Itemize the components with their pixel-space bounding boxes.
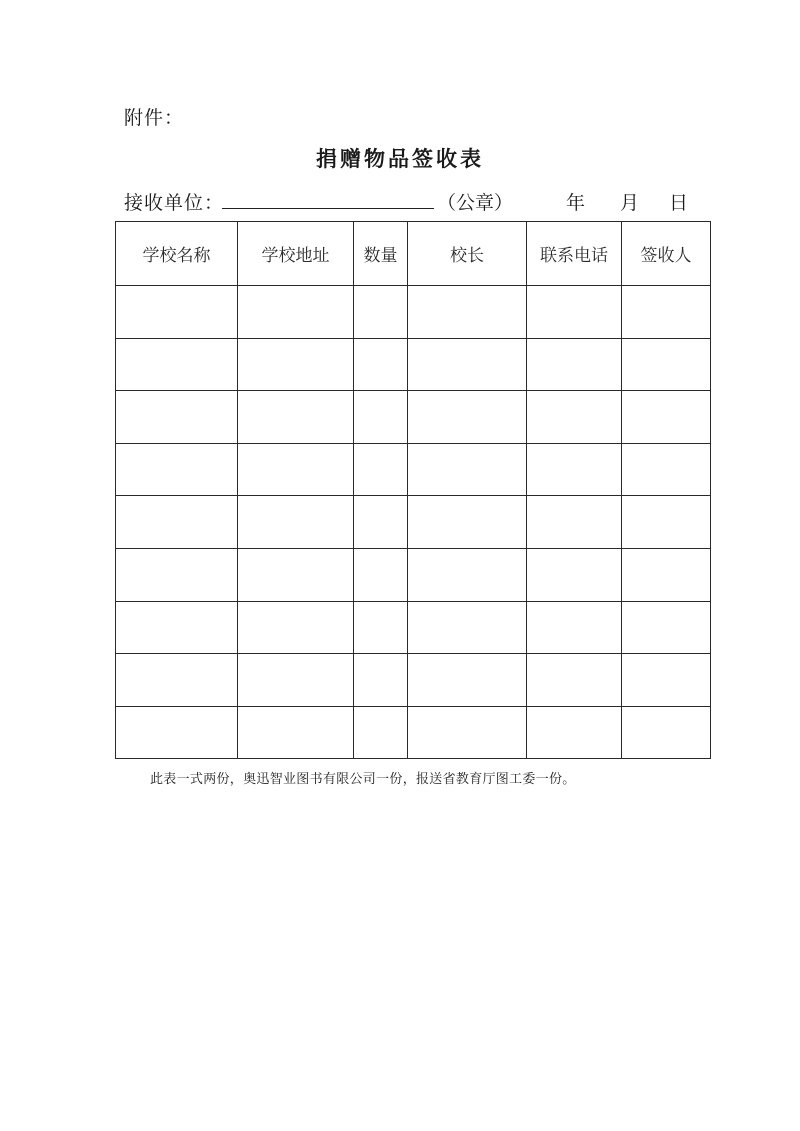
table-cell[interactable]: [354, 601, 408, 654]
column-header-quantity: 数量: [354, 222, 408, 286]
receiver-blank-field[interactable]: [222, 188, 434, 209]
table-cell[interactable]: [116, 706, 238, 759]
page-title: 捐赠物品签收表: [316, 147, 484, 171]
table-cell[interactable]: [527, 706, 622, 759]
sign-table: [115, 221, 711, 759]
column-header-school-name: 学校名称: [116, 222, 238, 286]
table-cell[interactable]: [238, 443, 354, 496]
table-cell[interactable]: [116, 391, 238, 444]
table-cell[interactable]: [622, 706, 711, 759]
table-cell[interactable]: [408, 654, 527, 707]
table-cell[interactable]: [354, 654, 408, 707]
table-cell[interactable]: [354, 286, 408, 339]
day-label: 日: [669, 192, 689, 214]
receiver-line: [124, 188, 714, 214]
table-cell[interactable]: [116, 338, 238, 391]
table-row: [116, 706, 711, 759]
table-cell[interactable]: [527, 601, 622, 654]
table-cell[interactable]: [622, 286, 711, 339]
table-cell[interactable]: [116, 601, 238, 654]
table-cell[interactable]: [116, 443, 238, 496]
seal-label: （公章）: [437, 192, 514, 214]
column-header-principal: 校长: [408, 222, 527, 286]
table-cell[interactable]: [408, 443, 527, 496]
table-header-row: [116, 222, 711, 286]
month-label: 月: [620, 192, 640, 214]
column-header-signer: 签收人: [622, 222, 711, 286]
table-cell[interactable]: [238, 706, 354, 759]
attachment-label: 附件：: [124, 107, 185, 129]
table-row: [116, 601, 711, 654]
column-header-school-address: 学校地址: [238, 222, 354, 286]
table-cell[interactable]: [527, 443, 622, 496]
table-cell[interactable]: [408, 286, 527, 339]
table-cell[interactable]: [527, 338, 622, 391]
table-cell[interactable]: [238, 391, 354, 444]
table-cell[interactable]: [408, 391, 527, 444]
table-row: [116, 286, 711, 339]
receiver-label: 接收单位：: [124, 192, 225, 214]
table-cell[interactable]: [354, 548, 408, 601]
table-cell[interactable]: [408, 601, 527, 654]
table-cell[interactable]: [354, 391, 408, 444]
table-cell[interactable]: [408, 496, 527, 549]
table-cell[interactable]: [354, 706, 408, 759]
column-header-phone: 联系电话: [527, 222, 622, 286]
table-cell[interactable]: [408, 706, 527, 759]
table-row: [116, 338, 711, 391]
table-cell[interactable]: [116, 548, 238, 601]
table-row: [116, 443, 711, 496]
table-cell[interactable]: [622, 443, 711, 496]
table-cell[interactable]: [354, 338, 408, 391]
table-cell[interactable]: [354, 496, 408, 549]
table-cell[interactable]: [238, 496, 354, 549]
table-cell[interactable]: [238, 654, 354, 707]
footnote: 此表一式两份，奥迅智业图书有限公司一份，报送省教育厅图工委一份。: [150, 772, 576, 787]
table-cell[interactable]: [622, 391, 711, 444]
table-cell[interactable]: [527, 548, 622, 601]
table-cell[interactable]: [527, 391, 622, 444]
table-cell[interactable]: [408, 548, 527, 601]
table-cell[interactable]: [527, 654, 622, 707]
table-cell[interactable]: [622, 548, 711, 601]
table-cell[interactable]: [116, 496, 238, 549]
table-row: [116, 391, 711, 444]
table-cell[interactable]: [116, 654, 238, 707]
table-cell[interactable]: [238, 286, 354, 339]
table-cell[interactable]: [527, 286, 622, 339]
table-row: [116, 496, 711, 549]
table-cell[interactable]: [622, 338, 711, 391]
table-cell[interactable]: [354, 443, 408, 496]
table-body: [116, 286, 711, 759]
table-cell[interactable]: [238, 601, 354, 654]
table-cell[interactable]: [116, 286, 238, 339]
table-row: [116, 654, 711, 707]
table-cell[interactable]: [622, 496, 711, 549]
table-cell[interactable]: [527, 496, 622, 549]
year-label: 年: [566, 192, 586, 214]
table-cell[interactable]: [622, 601, 711, 654]
table-row: [116, 548, 711, 601]
table-cell[interactable]: [238, 338, 354, 391]
table-cell[interactable]: [238, 548, 354, 601]
table-cell[interactable]: [622, 654, 711, 707]
table-cell[interactable]: [408, 338, 527, 391]
